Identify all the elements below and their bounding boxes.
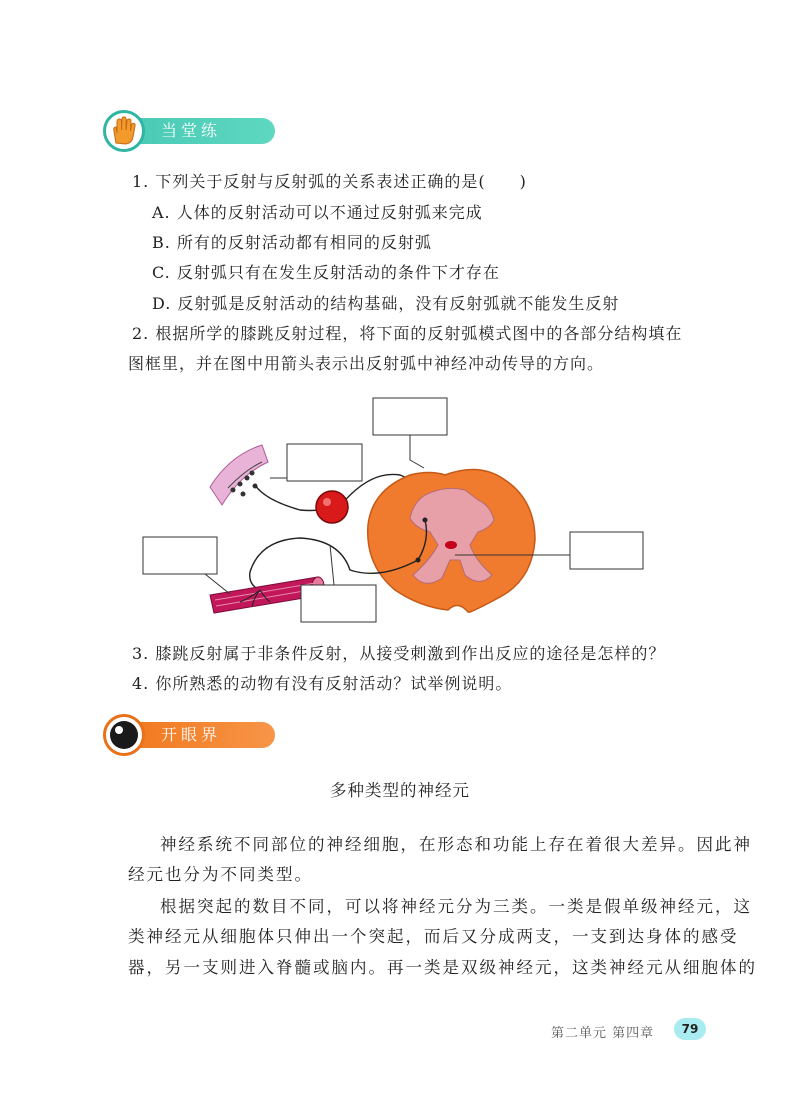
article-line-5: 器，另一支则进入脊髓或脑内。再一类是双级神经元，这类神经元从细胞体的 (128, 958, 757, 977)
article-line-1: 神经系统不同部位的神经细胞，在形态和功能上存在着很大差异。因此神 (160, 835, 752, 854)
spinal-cord (368, 470, 535, 612)
practice-banner-label: 当堂练 (121, 118, 275, 144)
answer-box-top[interactable] (373, 398, 447, 468)
eye-icon (103, 714, 145, 756)
question-3: 3. 膝跳反射属于非条件反射，从接受刺激到作出反应的途径是怎样的？ (132, 644, 666, 663)
horizon-banner (103, 714, 275, 756)
article-line-2: 经元也分为不同类型。 (128, 865, 313, 884)
horizon-banner-label: 开眼界 (121, 722, 275, 748)
question-4: 4. 你所熟悉的动物有没有反射活动？试举例说明。 (132, 674, 513, 693)
article-line-4: 类神经元从细胞体只伸出一个突起，而后又分成两支，一支到达身体的感受 (128, 927, 739, 946)
article-title: 多种类型的神经元 (330, 781, 470, 800)
answer-box-upper-left[interactable] (270, 444, 362, 481)
question-2-line-2: 图框里，并在图中用箭头表示出反射弧中神经冲动传导的方向。 (128, 354, 605, 373)
answer-box-left[interactable] (143, 537, 230, 594)
question-1-option-b: B. 所有的反射活动都有相同的反射弧 (152, 233, 432, 252)
article-line-3: 根据突起的数目不同，可以将神经元分为三类。一类是假单级神经元，这 (160, 897, 752, 916)
question-1-option-d: D. 反射弧是反射活动的结构基础，没有反射弧就不能发生反射 (152, 294, 620, 313)
question-1-option-a: A. 人体的反射活动可以不通过反射弧来完成 (152, 203, 483, 222)
question-2-line-1: 2. 根据所学的膝跳反射过程，将下面的反射弧模式图中的各部分结构填在 (132, 324, 683, 343)
page-number: 79 (674, 1018, 706, 1040)
chapter-label: 第二单元 第四章 (551, 1026, 655, 1041)
question-1-option-c: C. 反射弧只有在发生反射活动的条件下才存在 (152, 263, 500, 282)
skin-receptor (210, 445, 268, 505)
ganglion (316, 491, 348, 523)
question-1-stem: 1. 下列关于反射与反射弧的关系表述正确的是( ) (132, 172, 527, 191)
